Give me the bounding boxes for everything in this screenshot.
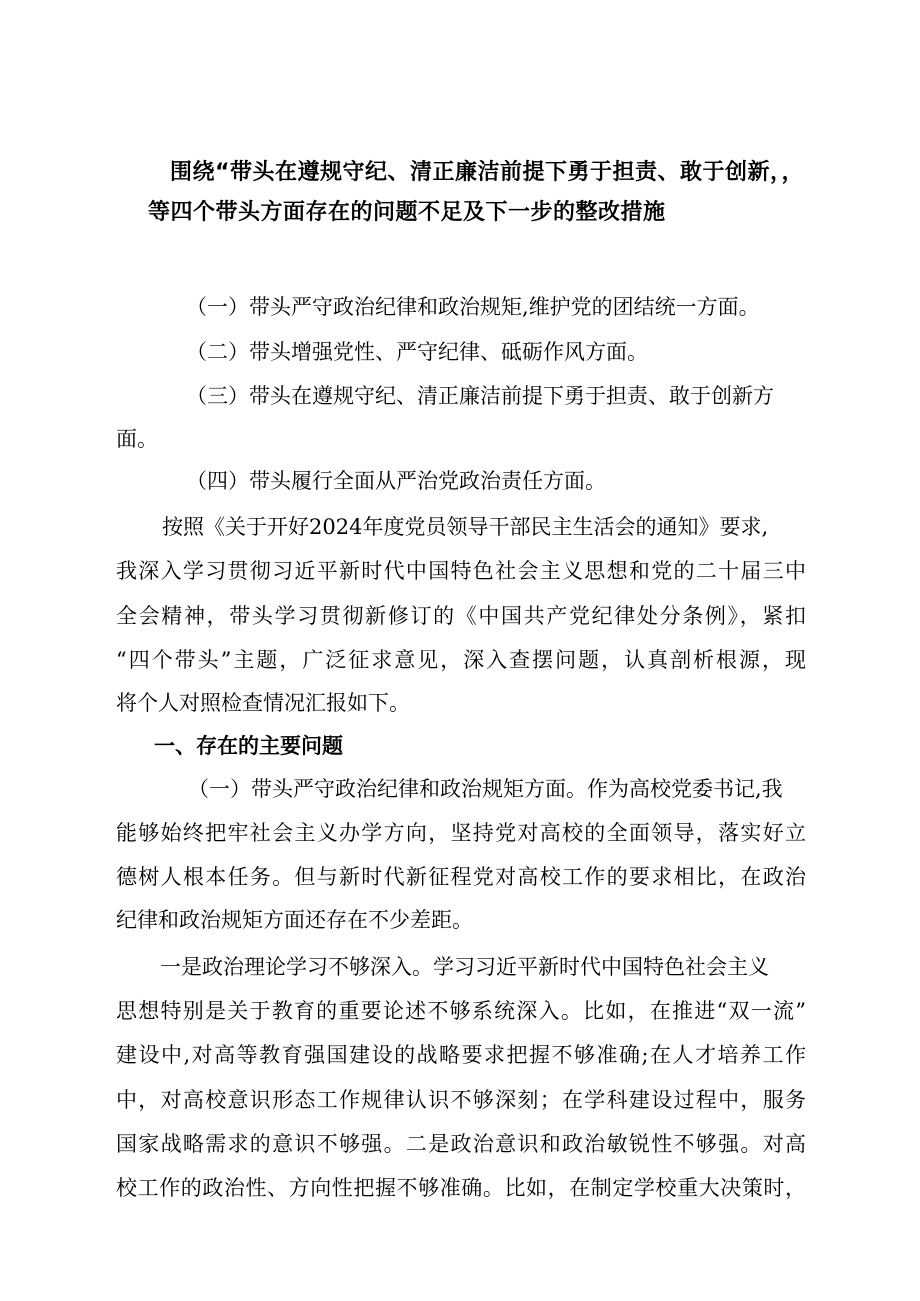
section1-para2-line-4: 中，对高校意识形态工作规律认识不够深刻；在学科建设过程中，服务 bbox=[116, 1088, 806, 1112]
outline-item-1: （一）带头严守政治纪律和政治规矩,维护党的团结统一方面。 bbox=[186, 295, 760, 319]
intro-line-2: 我深入学习贯彻习近平新时代中国特色社会主义思想和党的二十届三中 bbox=[116, 559, 806, 583]
intro-line-3: 全会精神，带头学习贯彻新修订的《中国共产党纪律处分条例》，紧扣 bbox=[116, 604, 806, 628]
outline-item-4: （四）带头履行全面从严治党政治责任方面。 bbox=[186, 469, 606, 493]
section1-para1-line-1: （一）带头严守政治纪律和政治规矩方面。作为高校党委书记,我 bbox=[188, 777, 783, 801]
section1-para1-line-4: 纪律和政治规矩方面还存在不少差距。 bbox=[116, 908, 473, 932]
section-heading: 一、存在的主要问题 bbox=[154, 734, 343, 758]
intro-line-5: 将个人对照检查情况汇报如下。 bbox=[116, 691, 410, 715]
outline-item-2: （二）带头增强党性、严守纪律、砥砺作风方面。 bbox=[186, 340, 648, 364]
section1-para2-line-5: 国家战略需求的意识不够强。二是政治意识和政治敏锐性不够强。对高 bbox=[116, 1132, 806, 1156]
section1-para1-line-3: 德树人根本任务。但与新时代新征程党对高校工作的要求相比，在政治 bbox=[116, 865, 806, 889]
section1-para2-line-2: 思想特别是关于教育的重要论述不够系统深入。比如，在推进“双一流” bbox=[116, 999, 806, 1023]
document-title-line-2: 等四个带头方面存在的问题不足及下一步的整改措施 bbox=[148, 200, 666, 225]
section1-para2-line-6: 校工作的政治性、方向性把握不够准确。比如，在制定学校重大决策时， bbox=[116, 1176, 806, 1200]
intro-line-1: 按照《关于开好2024年度党员领导干部民主生活会的通知》要求, bbox=[162, 515, 769, 539]
document-title-line-1: 围绕“带头在遵规守纪、清正廉洁前提下勇于担责、敢于创新，， bbox=[170, 160, 804, 185]
outline-item-3-continued: 面。 bbox=[116, 427, 158, 451]
section1-para2-line-3: 建设中,对高等教育强国建设的战略要求把握不够准确;在人才培养工作 bbox=[116, 1043, 806, 1067]
intro-line-4: “四个带头”主题，广泛征求意见，深入查摆问题，认真剖析根源，现 bbox=[116, 648, 806, 672]
section1-para2-line-1: 一是政治理论学习不够深入。学习习近平新时代中国特色社会主义 bbox=[160, 955, 769, 979]
section1-para1-line-2: 能够始终把牢社会主义办学方向，坚持党对高校的全面领导，落实好立 bbox=[116, 821, 806, 845]
outline-item-3: （三）带头在遵规守纪、清正廉洁前提下勇于担责、敢于创新方 bbox=[186, 384, 774, 408]
